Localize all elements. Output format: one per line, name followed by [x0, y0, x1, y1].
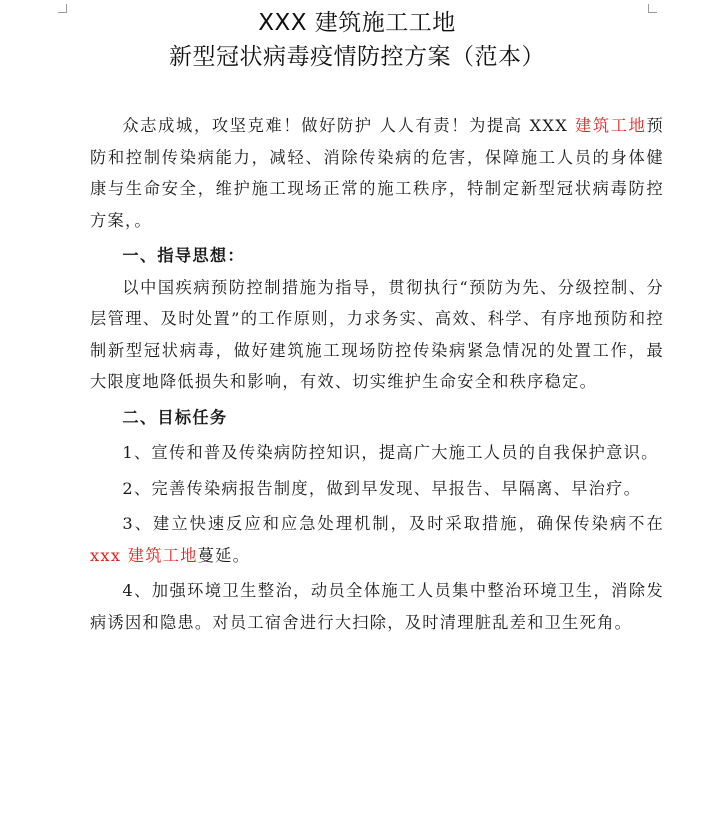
document-body	[90, 110, 664, 638]
section2-heading: 二、目标任务	[122, 407, 228, 427]
task-item-3-after: 蔓延。	[197, 545, 251, 565]
task-item-2: 2、完善传染病报告制度，做到早发现、早报告、早隔离、早治疗。	[122, 478, 642, 498]
section1-body: 以中国疾病预防控制措施为指导，贯彻执行“预防为先、分级控制、分层管理、及时处置”的工作原则，力求务实、高效、科学、有序地预防和控制新型冠状病毒，做好建筑施工现场防控传染病紧急情况的处置工作，最大限度地降低损失和影响，有效、切实维护生命安全和秩序稳定。	[90, 277, 664, 391]
intro-text-before: 众志成城，攻坚克难！做好防护 人人有责！为提高 XXX	[122, 116, 575, 135]
task-item-3	[90, 508, 664, 571]
task-item-3-before: 3、建立快速反应和应急处理机制，及时采取措施，确保传染病不在	[122, 514, 664, 533]
intro-text-after: 预防和控制传染病能力，减轻、消除传染病的危害，保障施工人员的身体健康与生命安全，维护施工现场正常的施工秩序，特制定新型冠状病毒防控方案，。	[90, 116, 664, 230]
intro-paragraph	[90, 110, 664, 236]
intro-highlight: 建筑工地	[574, 116, 647, 135]
document-title-line2: 新型冠状病毒疫情防控方案（范本）	[169, 44, 545, 70]
section1-heading: 一、指导思想：	[122, 246, 245, 265]
document-title-line1: XXX 建筑施工工地	[258, 10, 456, 36]
task-item-1: 1、宣传和普及传染病防控知识，提高广大施工人员的自我保护意识。	[122, 443, 659, 462]
task-item-4: 4、加强环境卫生整治，动员全体施工人员集中整治环境卫生，消除发病诱因和隐患。对员工宿舍进行大扫除，及时清理脏乱差和卫生死角。	[90, 581, 664, 632]
task-item-3-highlight: xxx 建筑工地	[90, 545, 198, 565]
